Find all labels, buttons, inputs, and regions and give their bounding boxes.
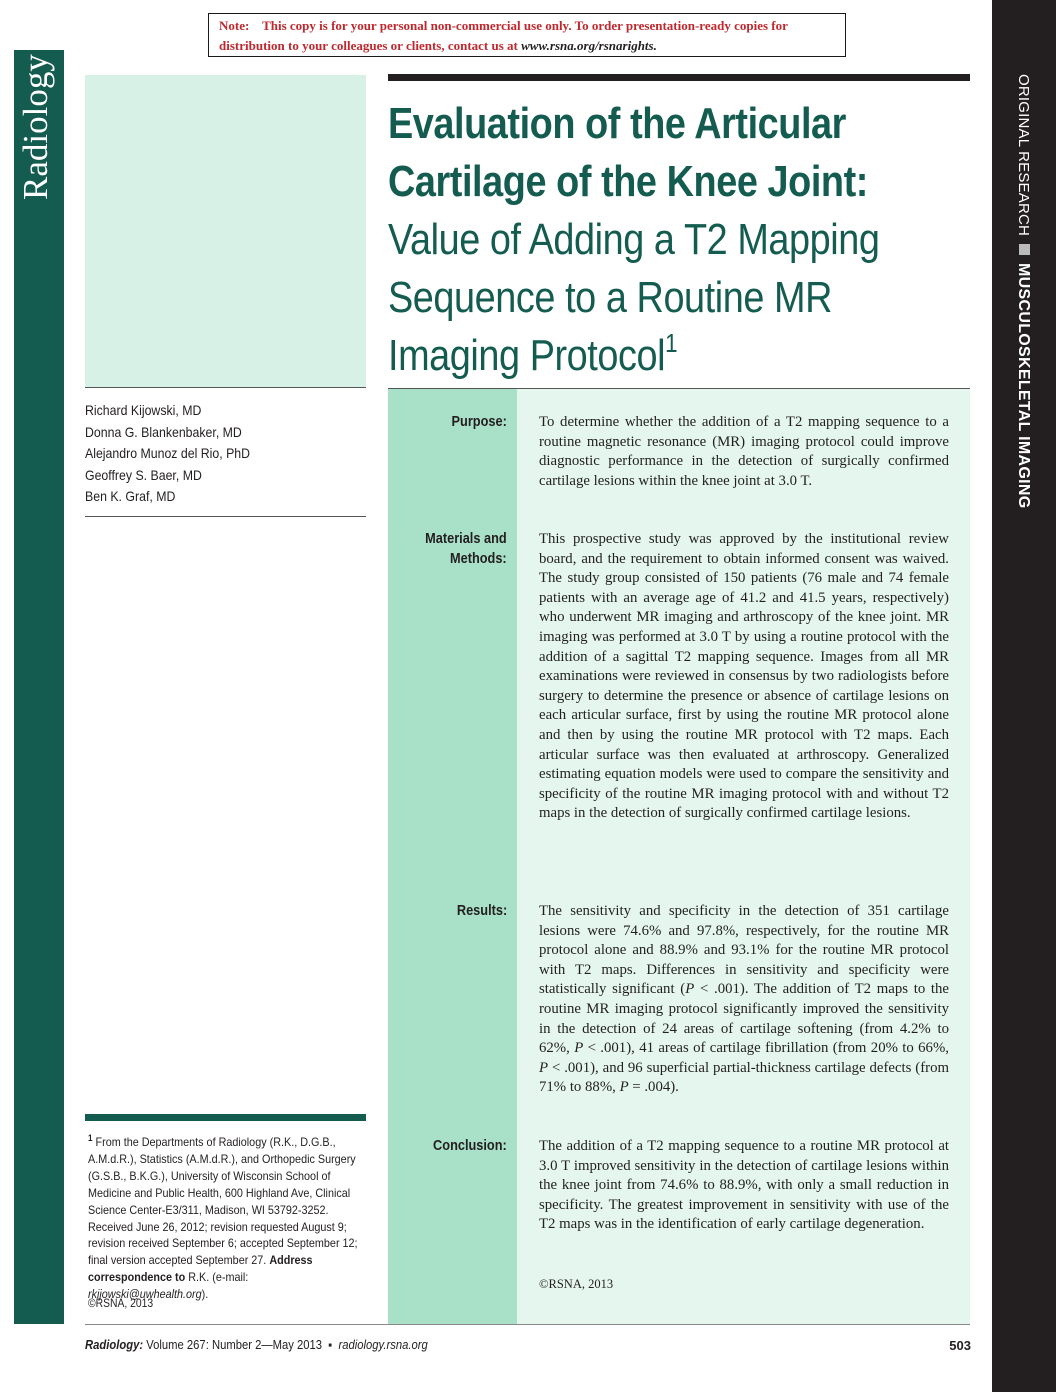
note-label: Note: — [219, 18, 250, 33]
usage-note — [208, 13, 846, 57]
note-text: This copy is for your personal non-commercial use only. To order presentation-ready copies for distribution to your colleagues or clients, contact us at — [219, 18, 788, 53]
authors-bottom-divider — [85, 516, 366, 517]
address-text: R.K. (e-mail: — [188, 1270, 249, 1285]
affiliation-text: From the Departments of Radiology (R.K., D.G.B., A.M.d.R.), Statistics (A.M.d.R.), and Orthopedic Surgery (G.S.B., B.K.G.), University of Wisconsin School of Medicine and Public Health, 600 Highland Ave, Clinical Science Center-E3/311, Madison, WI 53792-3252. Received June 26, 2012; revision requested August 9; revision received September 6; accepted September 12; final version accepted September 27. — [88, 1135, 358, 1268]
footer-rule — [85, 1324, 970, 1325]
running-footer — [85, 1338, 428, 1352]
author-name: Alejandro Munoz del Rio, PhD — [85, 445, 251, 461]
title-main: Evaluation of the Articular Cartilage of the Knee Joint: — [388, 99, 868, 206]
methods-heading — [425, 530, 507, 569]
author-list — [85, 400, 332, 508]
author-name: Ben K. Graf, MD — [85, 488, 176, 504]
author-name: Donna G. Blankenbaker, MD — [85, 423, 242, 440]
correspondence-email[interactable]: rkijowski@uwhealth.org — [88, 1287, 202, 1302]
article-title — [388, 95, 904, 385]
square-bullet-icon — [1019, 244, 1030, 255]
rights-link[interactable]: www.rsna.org/rsnarights. — [521, 38, 657, 53]
square-bullet-icon: ▪ — [328, 1338, 333, 1352]
header-color-panel — [85, 75, 366, 387]
footnote-copyright: ©RSNA, 2013 — [88, 1298, 154, 1310]
footer-site-link[interactable]: radiology.rsna.org — [338, 1338, 428, 1352]
structured-abstract — [388, 388, 970, 1325]
methods-heading-line: Materials and — [425, 531, 507, 547]
title-footnote-mark: 1 — [665, 328, 678, 358]
purpose-text: To determine whether the addition of a T2 mapping sequence to a routine magnetic resonance (MR) imaging protocol could improve diagnostic performance in the detection of surgically confirmed cartilage lesions within the knee joint at 3.0 T. — [539, 414, 949, 489]
title-subtitle: Value of Adding a T2 Mapping Sequence to a Routine MR Imaging Protocol — [388, 215, 880, 380]
methods-text: This prospective study was approved by the institutional review board, and the requirement to obtain informed consent was waived. The study group consisted of 150 patients (76 male and 74 female patients with an average age of 41.2 and 41.5 years, respectively) who underwent MR imaging and arthroscopy of the knee joint. MR imaging was performed at 3.0 T by using a routine protocol with the addition of a sagittal T2 mapping sequence. Images from all MR examinations were reviewed in consensus by two radiologists before surgery to determine the presence or absence of cartilage lesions on each articular surface, first by using the routine MR protocol alone and then by using the routine MR protocol with T2 maps. Each articular surface was then evaluated at arthroscopy. Generalized estimating equation models were used to compare the sensitivity and specificity of the routine MR imaging protocol with and without T2 maps in the detection of surgically confirmed cartilage lesions. — [539, 531, 949, 822]
conclusion-text: The addition of a T2 mapping sequence to a routine MR protocol at 3.0 T improved sensitivity in the detection of cartilage lesions within the knee joint from 74.6% to 88.9%, with only a small reduction in specificity. The greatest improvement in sensitivity with use of the T2 maps was in the identification of early cartilage degeneration. — [539, 1138, 949, 1233]
page-number: 503 — [949, 1338, 971, 1353]
footer-journal: Radiology: — [85, 1338, 144, 1352]
footnote-rule — [85, 1114, 366, 1121]
journal-side-bar — [14, 50, 64, 1324]
conclusion-heading: Conclusion: — [433, 1138, 507, 1154]
authors-top-divider — [85, 387, 366, 388]
section-side-strip — [992, 0, 1056, 1392]
article-section: MUSCULOSKELETAL IMAGING — [1015, 263, 1032, 509]
methods-heading-line: Methods: — [450, 550, 507, 567]
author-name: Richard Kijowski, MD — [85, 402, 202, 418]
section-label — [1012, 74, 1034, 508]
footnote-mark: 1 — [88, 1133, 93, 1143]
affiliation-footnote: $^1$ From the Departments of Radiology (R.K., D.G.B., A.M.d.R.), Statistics (A.M.d.R.), and Orthopedic Surgery (G.S.B., B.K.G.), University of Wisconsin School of Medicine and Public Health, 600 Highland Ave, Clinical Science Center-E3/311, Madison, WI 53792-3252. Received June 26, 2012; revision requested August 9; revision received September 6; accepted September 12; final version accepted September 27. Address correspondence to R.K. (e-mail: rkijowski@uwhealth.org). — [88, 1133, 358, 1302]
abstract-copyright: ©RSNA, 2013 — [539, 1277, 614, 1291]
article-category: ORIGINAL RESEARCH — [1015, 74, 1032, 237]
author-name: Geoffrey S. Baer, MD — [85, 466, 202, 483]
results-heading: Results: — [456, 903, 507, 919]
address-label: Address correspondence to — [88, 1253, 313, 1285]
title-rule — [388, 74, 970, 81]
footer-issue: Volume 267: Number 2—May 2013 — [146, 1338, 322, 1352]
results-text: The sensitivity and specificity in the detection of 351 cartilage lesions were 74.6% and 97.8%, respectively, for the routine MR protocol alone and 88.9% and 93.1% for the routine MR protocol with T2 maps. Differences in sensitivity and specificity were statistically significant (P < .001). The addition of T2 maps to the routine MR imaging protocol significantly improved the sensitivity in the detection of 24 areas of cartilage softening (from 4.2% to 62%, P < .001), 41 areas of cartilage fibrillation (from 20% to 66%, P < .001), and 96 superficial partial-thickness cartilage defects (from 71% to 88%, P = .004). — [539, 903, 949, 1096]
journal-vertical-name: Radiology — [16, 54, 55, 200]
purpose-heading: Purpose: — [451, 414, 507, 430]
